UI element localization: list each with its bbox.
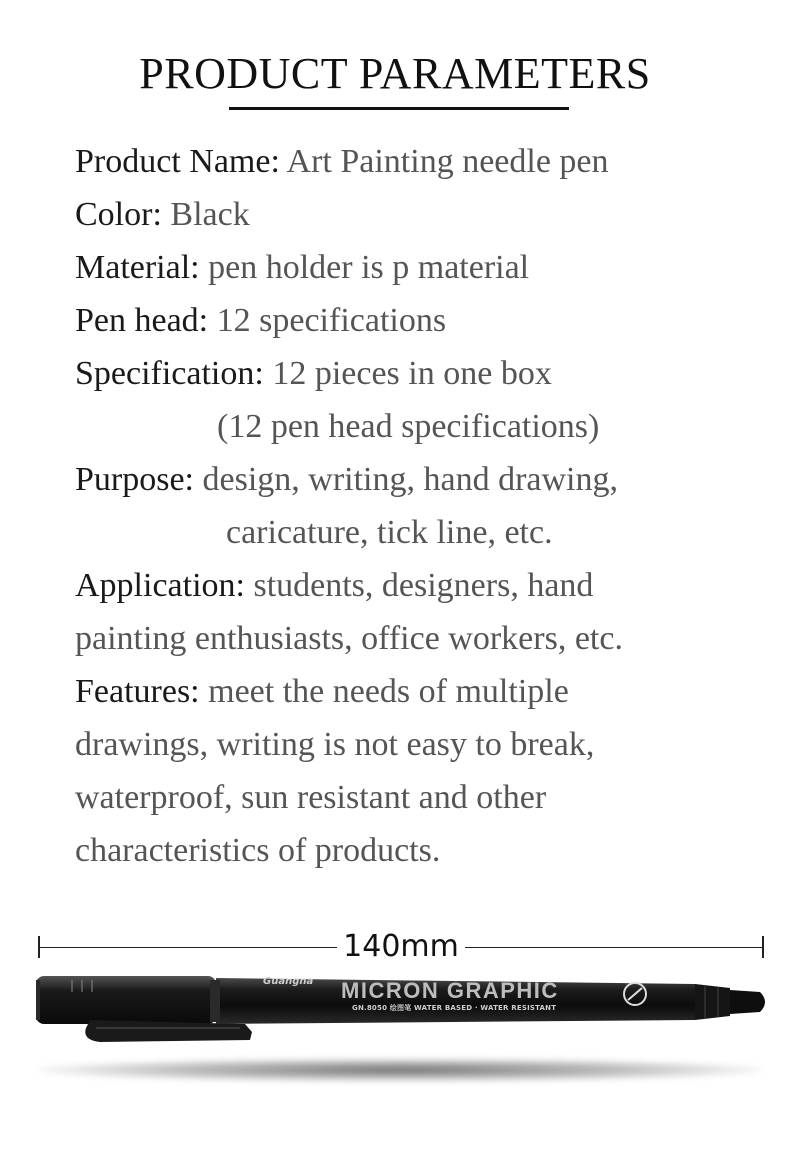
param-application — [75, 562, 593, 610]
param-product-name — [75, 138, 609, 186]
param-label: Pen head: — [75, 302, 209, 339]
param-value: Art Painting needle pen — [279, 143, 609, 180]
param-specification — [75, 350, 552, 398]
param-specification-cont — [217, 403, 599, 451]
pen-cap — [36, 976, 216, 1024]
dimension-label: 140mm — [337, 929, 465, 964]
param-value: design, writing, hand drawing, — [194, 461, 618, 498]
param-label: Specification: — [75, 355, 264, 392]
pen-brand: Guangna — [263, 976, 314, 987]
param-value: drawings, writing is not easy to break, — [75, 726, 595, 763]
pen-code: GN.8050 绘图笔 WATER BASED · WATER RESISTANT — [352, 1004, 557, 1012]
param-value: 12 pieces in one box — [263, 355, 552, 392]
param-value: caricature, tick line, etc. — [226, 514, 553, 551]
param-label: Color: — [75, 196, 162, 233]
param-label: Application: — [75, 567, 245, 604]
param-features — [75, 668, 569, 716]
page-title: PRODUCT PARAMETERS — [139, 49, 651, 98]
dimension-indicator — [38, 930, 764, 964]
param-application-cont — [75, 615, 623, 663]
pen-model: MICRON GRAPHIC — [341, 978, 559, 1003]
param-label: Material: — [75, 249, 200, 286]
pen-tip — [730, 990, 765, 1014]
param-features-cont-2 — [75, 774, 546, 822]
param-features-cont-3 — [75, 827, 440, 875]
param-color — [75, 191, 250, 239]
param-label: Features: — [75, 673, 200, 710]
param-value: Black — [161, 196, 250, 233]
param-value: 12 specifications — [208, 302, 447, 339]
param-value: students, designers, hand — [244, 567, 594, 604]
param-material — [75, 244, 529, 292]
pen-shadow — [40, 1058, 760, 1082]
param-label: Product Name: — [75, 143, 280, 180]
param-features-cont-1 — [75, 721, 594, 769]
param-purpose — [75, 456, 618, 504]
dimension-label-wrap — [38, 930, 764, 964]
param-value: meet the needs of multiple — [199, 673, 569, 710]
param-value: characteristics of products. — [75, 832, 441, 869]
param-purpose-cont — [226, 509, 553, 557]
pen-tip-grip — [695, 984, 730, 1020]
title-underline — [229, 107, 569, 110]
param-value: (12 pen head specifications) — [217, 408, 600, 445]
param-value: painting enthusiasts, office workers, etc. — [75, 620, 623, 657]
param-value: pen holder is p material — [199, 249, 530, 286]
param-pen-head — [75, 297, 446, 345]
param-label: Purpose: — [75, 461, 194, 498]
param-value: waterproof, sun resistant and other — [75, 779, 547, 816]
